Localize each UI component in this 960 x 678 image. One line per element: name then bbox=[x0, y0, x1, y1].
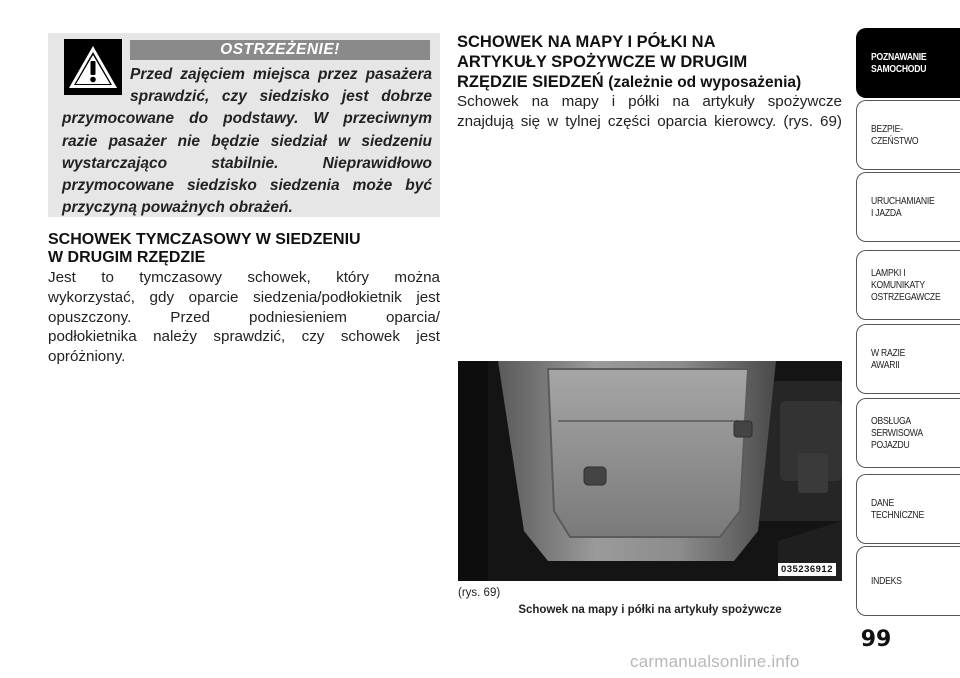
body-line: znajdują się w tylnej części oparcia kierowcy. (rys. 69) bbox=[457, 112, 842, 130]
figure-ref: (rys. 69) bbox=[458, 587, 501, 599]
tab-label: LAMPKI I KOMUNIKATY OSTRZEGAWCZE bbox=[871, 267, 941, 303]
tab-w-razie-awarii[interactable] bbox=[856, 324, 960, 394]
tab-uruchamianie-i-jazda[interactable] bbox=[856, 172, 960, 242]
tab-label: URUCHAMIANIE I JAZDA bbox=[871, 195, 935, 219]
body-line: podłokietnika należy sprawdzić, czy schowek jest bbox=[48, 328, 440, 346]
warning-line: razie pasażer nie będzie siedział w siedzeniu bbox=[62, 132, 432, 150]
body-line: wykorzystać, gdy oparcie siedzenia/podłokietnik jest bbox=[48, 288, 440, 306]
tab-label: DANE TECHNICZNE bbox=[871, 497, 925, 521]
right-section-body bbox=[457, 92, 842, 132]
body-line: opróżniony. bbox=[48, 348, 126, 366]
tab-label: INDEKS bbox=[871, 575, 902, 587]
tab-indeks[interactable] bbox=[856, 546, 960, 616]
title-line: ARTYKUŁY SPOŻYWCZE W DRUGIM bbox=[457, 53, 748, 72]
tab-label: POZNAWANIE SAMOCHODU bbox=[871, 51, 927, 75]
warning-line: przymocowane do podstawy. W przeciwnym bbox=[62, 110, 432, 128]
watermark: carmanualsonline.info bbox=[630, 652, 800, 671]
warning-title: OSTRZEŻENIE! bbox=[130, 40, 430, 60]
left-section-title bbox=[48, 231, 440, 267]
tab-label: BEZPIE- CZEŃSTWO bbox=[871, 123, 919, 147]
tab-obsluga-serwisowa[interactable] bbox=[856, 398, 960, 468]
figure-photo bbox=[458, 361, 842, 581]
tab-bezpieczenstwo[interactable] bbox=[856, 100, 960, 170]
warning-text bbox=[48, 64, 432, 219]
left-section-body bbox=[48, 268, 440, 367]
tab-poznawanie-samochodu[interactable] bbox=[856, 28, 960, 98]
body-line: Jest to tymczasowy schowek, który można bbox=[48, 269, 440, 286]
figure-caption: Schowek na mapy i półki na artykuły spożywcze bbox=[518, 604, 782, 616]
tab-label: W RAZIE AWARII bbox=[871, 347, 906, 371]
figure-code: 035236912 bbox=[778, 563, 836, 576]
warning-line: Przed zajęciem miejsca przez pasażera bbox=[130, 66, 432, 83]
warning-line: przyczyną poważnych obrażeń. bbox=[62, 199, 293, 217]
title-line: SCHOWEK TYMCZASOWY W SIEDZENIU bbox=[48, 231, 361, 248]
title-line: W DRUGIM RZĘDZIE bbox=[48, 249, 206, 266]
body-line: Schowek na mapy i półki na artykuły spożywcze bbox=[457, 93, 842, 110]
tab-dane-techniczne[interactable] bbox=[856, 474, 960, 544]
warning-line: wystarczająco stabilnie. Nieprawidłowo bbox=[62, 154, 432, 172]
title-line-sub: (zależnie od wyposażenia) bbox=[608, 74, 802, 92]
title-line bbox=[457, 72, 842, 93]
warning-line: sprawdzić, czy siedzisko jest dobrze bbox=[130, 88, 432, 106]
page-number: 99 bbox=[860, 627, 892, 652]
title-line: SCHOWEK NA MAPY I PÓŁKI NA bbox=[457, 33, 716, 51]
right-section-title bbox=[457, 32, 842, 94]
body-line: opuszczony. Przed podniesieniem oparcia/ bbox=[48, 308, 440, 326]
warning-box bbox=[48, 33, 440, 217]
tab-lampki-i-komunikaty[interactable] bbox=[856, 250, 960, 320]
tab-label: OBSŁUGA SERWISOWA POJAZDU bbox=[871, 415, 923, 451]
warning-line: przymocowane siedzisko siedzenia może być bbox=[62, 177, 432, 195]
title-line-main: RZĘDZIE SIEDZEŃ bbox=[457, 73, 604, 92]
